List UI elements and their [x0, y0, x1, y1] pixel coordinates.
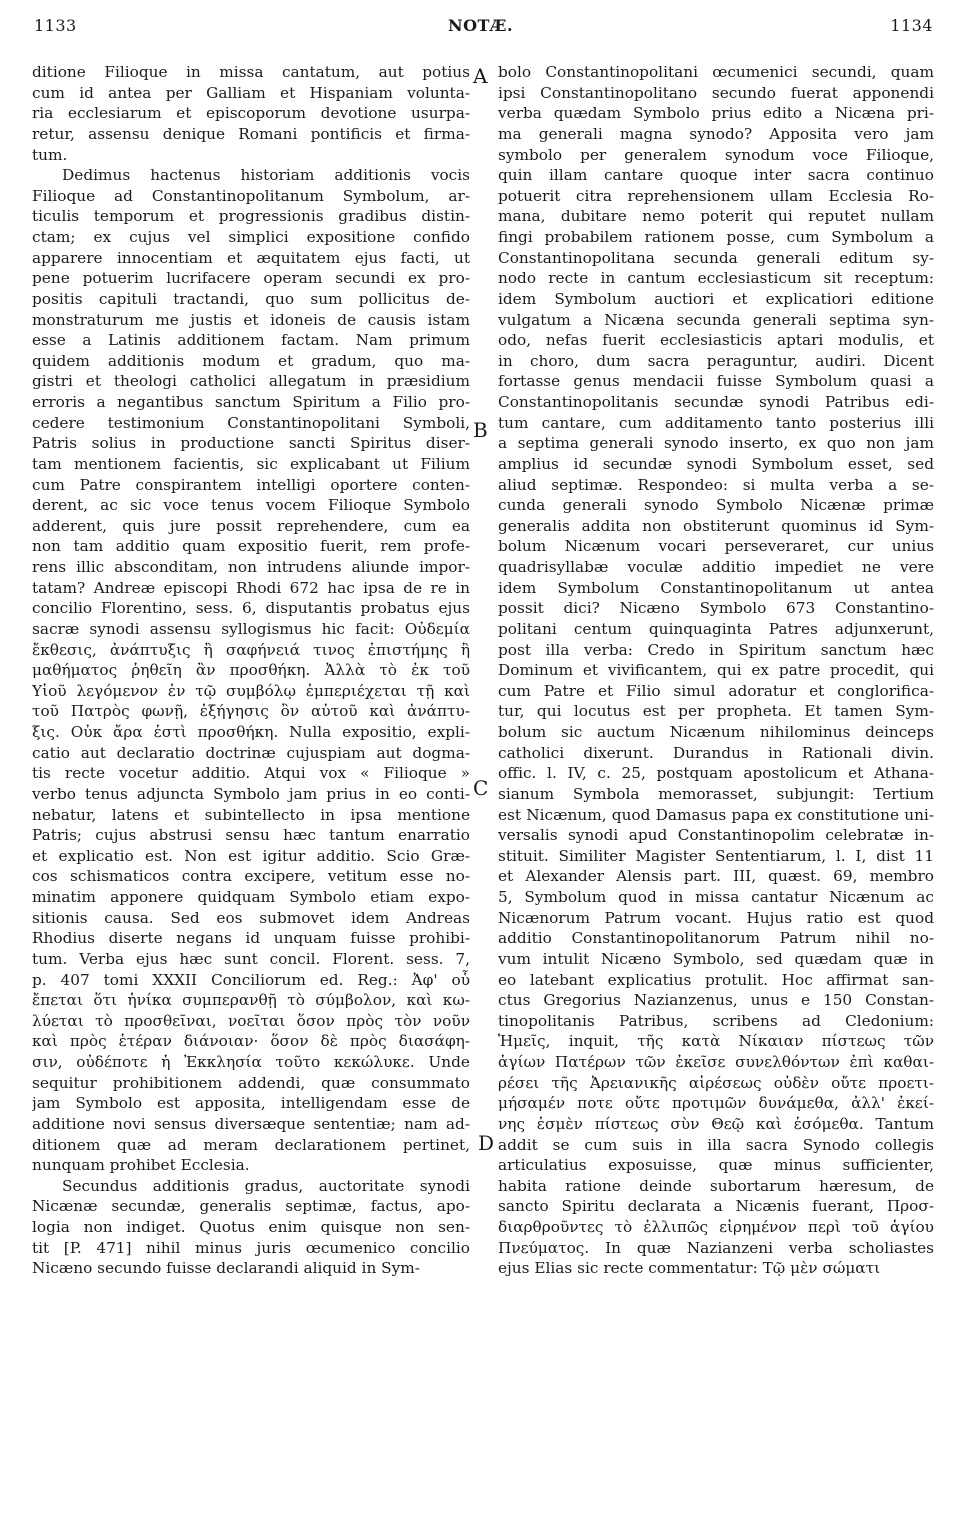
text-line: sancto Spiritu declarata a Nicænis fuerant, Προσ-: [498, 1197, 934, 1216]
text-line: cum id antea per Galliam et Hispaniam volunta-: [32, 83, 470, 102]
text-line: quidem additionis modum et gradum, quo ma-: [32, 351, 470, 370]
text-line: ma generali magna synodo? Apposita vero jam: [498, 124, 934, 143]
text-line: ditionem quæ ad meram declarationem pertinet,: [32, 1135, 470, 1154]
text-line: fingi probabilem rationem posse, cum Symbolum a: [498, 228, 934, 246]
text-line: gistri et theologi catholici allegatum in præsidium: [32, 372, 470, 391]
text-line: Πνεύματος. In quæ Nazianzeni verba scholiastes: [498, 1238, 934, 1257]
text-line: in choro, dum sacra peraguntur, audiri. Dicent: [498, 351, 934, 370]
text-line: Ἡμεῖς, inquit, τῆς κατὰ Νίκαιαν πίστεως τῶν: [498, 1032, 934, 1051]
text-line: et explicatio est. Non est igitur additio. Scio Græ-: [32, 846, 470, 865]
text-line: eo latebant explicatius protulit. Hoc affirmat san-: [498, 970, 934, 989]
text-line: catio aut declaratio doctrinæ cujuspiam aut dogma-: [32, 743, 470, 762]
text-line: νης ἐσμὲν πίστεως σὺν Θεῷ καὶ ἐσόμεθα. Tantum: [498, 1114, 934, 1133]
text-line: p. 407 tomi XXXII Conciliorum ed. Reg.: Ἀφ' οὗ: [32, 970, 470, 989]
text-line: Constantinopolitanis secundæ synodi Patribus edi-: [498, 393, 934, 411]
text-line: cunda generali synodo Symbolo Nicænæ primæ: [498, 496, 934, 515]
text-line: versalis synodi apud Constantinopolim celebratæ in-: [498, 826, 934, 845]
text-line: habita ratione deinde subortarum hæresum, de: [498, 1176, 934, 1195]
text-line: retur, assensu denique Romani pontificis et firma-: [32, 124, 470, 143]
text-line: positis capituli tractandi, quo sum pollicitus de-: [32, 289, 470, 308]
column-marker-a: A: [473, 64, 488, 88]
text-line: ctus Gregorius Nazianzenus, unus e 150 Constan-: [498, 991, 934, 1010]
page-header: [0, 8, 961, 40]
text-line: sequitur prohibitionem addendi, quæ consummato: [32, 1073, 470, 1092]
text-line: additione novi sensus diversæque sententiæ; nam ad-: [32, 1114, 470, 1133]
text-line: Nicænæ secundæ, generalis septimæ, factus, apo-: [32, 1197, 470, 1216]
text-line: tatam? Andreæ episcopi Rhodi 672 hac ipsa de re in: [32, 578, 470, 597]
text-line: Patris; cujus abstrusi sensu hæc tantum enarratio: [32, 826, 470, 845]
text-line: jam Symbolo est apposita, intelligendam esse de: [32, 1094, 470, 1113]
column-marker-b: B: [473, 418, 488, 442]
running-title: NOTÆ.: [447, 16, 514, 35]
text-line: λύεται τὸ προσθεῖναι, νοεῖται ὅσον πρὸς τὸν νοῦν: [32, 1011, 470, 1030]
text-line: monstraturum me justis et idoneis de causis istam: [32, 310, 470, 329]
text-line: potuerit citra reprehensionem ullam Ecclesia Ro-: [498, 186, 934, 205]
text-line: est Nicænum, quod Damasus papa ex constitutione uni-: [498, 805, 934, 824]
text-line: minatim apponere quidquam Symbolo etiam expo-: [32, 888, 470, 906]
text-line: ipsi Constantinopolitano secundo fuerat apponendi: [498, 83, 934, 102]
text-line: pene potuerim lucrifacere operam secundi ex pro-: [32, 269, 470, 288]
text-line: ditione Filioque in missa cantatum, aut potius: [32, 63, 470, 81]
text-line: derent, ac sic voce tenus vocem Filioque Symbolo: [32, 496, 470, 515]
text-line: Constantinopolitana secunda generali editum sy-: [498, 248, 934, 267]
text-line: sacræ synodi assensu syllogismus hic facit: Οὐδεμία: [32, 619, 470, 638]
text-line: tis recte vocetur additio. Atqui vox « Filioque »: [32, 764, 470, 783]
text-line: ἔπεται ὅτι ἡνίκα συμπερανθῇ τὸ σύμβολον, καὶ κω-: [32, 991, 470, 1010]
text-line: Dedimus hactenus historiam additionis vocis: [62, 166, 470, 185]
text-line: nebatur, latens et subintellecto in ipsa mentione: [32, 805, 470, 824]
text-line: tit [P. 471] nihil minus juris œcumenico concilio: [32, 1238, 470, 1257]
text-line: bolum sic auctum Nicænum nihilominus deinceps: [498, 723, 934, 741]
text-line: addit se cum suis in illa sacra Synodo collegis: [498, 1135, 934, 1154]
text-line: cedere testimonium Constantinopolitani Symboli,: [32, 413, 470, 432]
text-line: additio Constantinopolitanorum Patrum nihil no-: [498, 929, 934, 948]
text-line: et Alexander Alensis part. III, quæst. 69, membro: [498, 867, 934, 886]
text-line: adderent, quis jure possit reprehendere, cum ea: [32, 516, 470, 535]
text-line: esse a Latinis additionem factam. Nam primum: [32, 331, 470, 350]
text-line: vulgatum a Nicæna secunda generali septima syn-: [498, 310, 934, 329]
text-line: logia non indiget. Quotus enim quisque non sen-: [32, 1218, 470, 1236]
text-line: cos schismaticos contra excipere, vetitum esse no-: [32, 867, 470, 886]
text-line: Rhodius diserte negans id unquam fuisse prohibi-: [32, 929, 470, 948]
text-line: Υἱοῦ λεγόμενον ἐν τῷ συμβόλῳ ἐμπεριέχεται τῇ καὶ: [32, 681, 470, 700]
text-line: Nicæno secundo fuisse declarandi aliquid in Sym-: [32, 1259, 420, 1278]
text-line: Dominum et vivificantem, qui ex patre procedit, qui: [498, 661, 934, 680]
text-line: μήσαμέν ποτε οὔτε προτιμῶν δυνάμεθα, ἀλλ' ἐκεί-: [498, 1094, 934, 1113]
text-line: idem Symbolum auctiori et explicatiori editione: [498, 289, 934, 308]
text-line: a septima generali synodo inserto, ex quo non jam: [498, 434, 934, 453]
text-line: ticulis temporum et progressionis gradibus distin-: [32, 207, 470, 226]
text-line: ejus Elias sic recte commentatur: Τῷ μὲν σώματι: [498, 1259, 881, 1278]
text-line: tum cantare, cum additamento tanto posterius illi: [498, 413, 934, 432]
text-line: symbolo per generalem synodum voce Filioque,: [498, 145, 934, 164]
text-line: 5, Symbolum quod in missa cantatur Nicænum ac: [498, 888, 934, 906]
text-line: cum Patre conspirantem intelligi oportere conten-: [32, 475, 470, 494]
text-line: bolo Constantinopolitani œcumenici secundi, quam: [498, 63, 934, 81]
text-line: tum.: [32, 145, 68, 164]
text-line: post illa verba: Credo in Spiritum sanctum hæc: [498, 640, 934, 659]
text-line: idem Symbolum Constantinopolitanum ut antea: [498, 578, 934, 597]
text-line: non tam additio quam expositio fuerit, rem profe-: [32, 537, 470, 556]
text-line: offic. l. IV, c. 25, postquam apostolicum et Athana-: [498, 764, 934, 783]
text-line: amplius id secundæ synodi Symbolum esset, sed: [498, 454, 934, 473]
text-line: ἁγίων Πατέρων τῶν ἐκεῖσε συνελθόντων ἐπὶ καθαι-: [498, 1053, 934, 1071]
text-line: odo, nefas fuerit ecclesiasticis aptari modulis, et: [498, 331, 934, 350]
text-line: cum Patre et Filio simul adoratur et conglorifica-: [498, 681, 934, 700]
text-line: σιν, οὐδέποτε ἡ Ἐκκλησία τοῦτο κεκώλυκε. Unde: [32, 1053, 470, 1071]
text-line: politani centum quinquaginta Patres adjunxerunt,: [498, 619, 934, 638]
text-line: nunquam prohibet Ecclesia.: [32, 1156, 250, 1175]
text-line: apparere innocentiam et æquitatem ejus facti, ut: [32, 248, 470, 267]
text-line: Nicænorum Patrum vocant. Hujus ratio est quod: [498, 908, 934, 927]
text-line: ctam; ex cujus vel simplici expositione confido: [32, 228, 470, 246]
left-text-column: [32, 62, 470, 1279]
text-line: rens illic absconditam, non intrudens aliunde impor-: [32, 558, 470, 576]
text-line: articulatius exposuisse, quæ minus sufficienter,: [498, 1156, 934, 1175]
text-line: sitionis causa. Sed eos submovet idem Andreas: [32, 908, 470, 927]
text-line: fortasse genus mendacii fuisse Symbolum quasi a: [498, 372, 934, 391]
text-line: concilio Florentino, sess. 6, disputantis probatus ejus: [32, 599, 470, 618]
text-line: ρέσει τῆς Ἀρειανικῆς αἱρέσεως οὐδὲν οὔτε προετι-: [498, 1073, 934, 1092]
text-line: Patris solius in productione sancti Spiritus diser-: [32, 434, 470, 453]
text-line: διαρθροῦντες τὸ ἐλλιπῶς εἰρημένον περὶ τοῦ ἁγίου: [498, 1218, 934, 1236]
text-line: catholici dixerunt. Durandus in Rationali divin.: [498, 743, 934, 762]
text-line: nodo recte in cantum ecclesiasticum sit receptum:: [498, 269, 934, 288]
text-line: ξις. Οὐκ ἄρα ἐστὶ προσθήκη. Nulla expositio, expli-: [32, 723, 470, 741]
text-line: quadrisyllabæ voculæ additio impediet ne vere: [498, 558, 934, 576]
text-line: aliud septimæ. Respondeo: si multa verba a se-: [498, 475, 934, 494]
text-line: tur, qui locutus est per propheta. Et tamen Sym-: [498, 702, 934, 721]
text-line: ria ecclesiarum et episcoporum devotione usurpa-: [32, 104, 470, 123]
text-line: verba quædam Symbolo prius edito a Nicæna pri-: [498, 104, 934, 123]
page-number-left: 1133: [34, 16, 77, 35]
right-text-column: [498, 62, 934, 1279]
text-line: Filioque ad Constantinopolitanum Symbolum, ar-: [32, 186, 470, 205]
text-line: Secundus additionis gradus, auctoritate synodi: [62, 1176, 470, 1195]
text-line: mana, dubitare nemo poterit qui reputet nullam: [498, 207, 934, 226]
text-line: stituit. Similiter Magister Sententiarum, l. I, dist 11: [498, 846, 934, 865]
column-marker-d: D: [478, 1131, 495, 1155]
text-line: tinopolitanis Patribus, scribens ad Cledonium:: [498, 1011, 934, 1030]
text-line: ἔκθεσις, ἀνάπτυξις ἢ σαφήνειά τινος ἐπιστήμης ἢ: [32, 640, 470, 659]
text-line: μαθήματος ῥηθεῖη ἂν προσθήκη. Ἀλλὰ τὸ ἐκ τοῦ: [32, 661, 470, 680]
page-number-right: 1134: [890, 16, 933, 35]
text-line: tum. Verba ejus hæc sunt concil. Florent. sess. 7,: [32, 949, 470, 968]
column-marker-c: C: [473, 776, 489, 800]
text-line: τοῦ Πατρὸς φωνῇ, ἐξήγησις ὂν αὐτοῦ καὶ ἀνάπτυ-: [32, 702, 470, 721]
text-line: possit dici? Nicæno Symbolo 673 Constantino-: [498, 599, 934, 618]
text-line: tam mentionem facientis, sic explicabant ut Filium: [32, 454, 470, 473]
text-line: sianum Symbola memorasset, subjungit: Tertium: [498, 784, 934, 803]
text-line: erroris a negantibus sanctum Spiritum a Filio pro-: [32, 393, 470, 411]
text-line: generalis addita non obstiterunt quominus id Sym-: [498, 516, 934, 535]
text-line: vum intulit Nicæno Symbolo, sed quædam quæ in: [498, 949, 934, 968]
text-line: bolum Nicænum vocari perseveraret, cur unius: [498, 537, 934, 556]
text-line: καὶ πρὸς ἑτέραν διάνοιαν· ὅσον δὲ πρὸς διασάφη-: [32, 1032, 470, 1051]
text-line: verbo tenus adjuncta Symbolo jam prius in eo conti-: [32, 784, 470, 803]
text-line: quin illam cantare quoque inter sacra continuo: [498, 166, 934, 185]
